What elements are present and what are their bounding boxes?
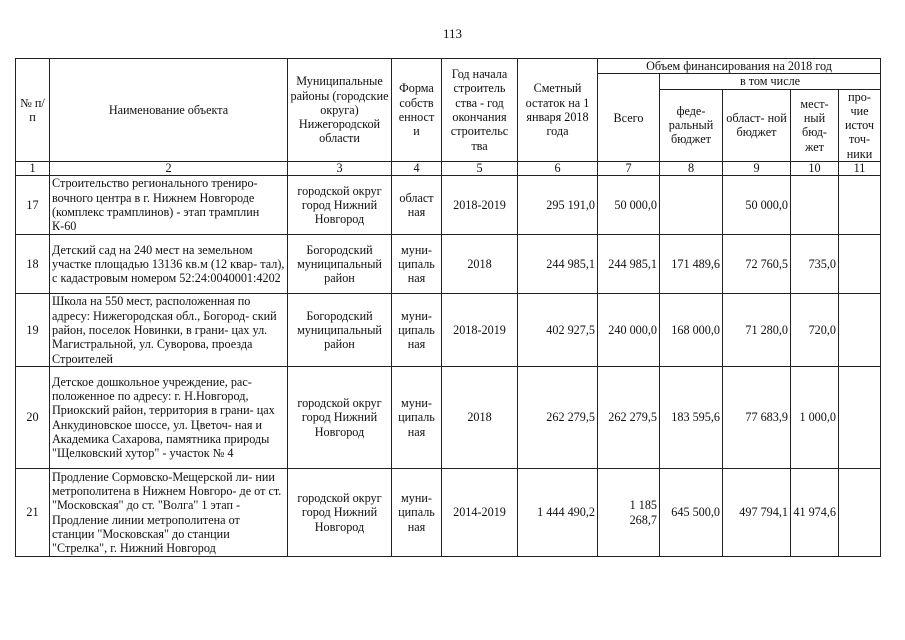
funding-total: 1 185 268,7 xyxy=(598,469,660,557)
column-number: 7 xyxy=(598,162,660,176)
table-row xyxy=(16,176,881,235)
page-number: 113 xyxy=(442,26,463,41)
funding-regional: 77 683,9 xyxy=(723,367,791,469)
object-name: Продление Сормовско-Мещерской ли- нии метрополитена в Нижнем Новгоро- де от ст. "Московская" до ст. "Волга" 1 этап - Продление линии метрополитена от станции "Московская" до станции "Стрелка", г. Нижний Новгород xyxy=(50,469,288,557)
funding-federal xyxy=(660,176,723,235)
funding-federal: 171 489,6 xyxy=(660,235,723,294)
column-number: 8 xyxy=(660,162,723,176)
column-number: 5 xyxy=(442,162,518,176)
table-row xyxy=(16,367,881,469)
estimate-remainder: 1 444 490,2 xyxy=(518,469,598,557)
header-other: про- чие источ точ- ники xyxy=(839,89,881,161)
header-num: № п/п xyxy=(16,59,50,162)
funding-local: 720,0 xyxy=(791,294,839,367)
estimate-remainder: 244 985,1 xyxy=(518,235,598,294)
header-including: в том числе xyxy=(660,74,881,89)
row-number: 20 xyxy=(16,367,50,469)
district-name: городской округ город Нижний Новгород xyxy=(288,469,392,557)
header-funding-group: Объем финансирования на 2018 год xyxy=(598,59,881,74)
ownership-form: муни- ципаль ная xyxy=(392,469,442,557)
district-name: городской округ город Нижний Новгород xyxy=(288,176,392,235)
header-years: Год начала строитель ства - год окончания строительс тва xyxy=(442,59,518,162)
funding-federal: 645 500,0 xyxy=(660,469,723,557)
table-header xyxy=(16,59,881,162)
funding-local: 41 974,6 xyxy=(791,469,839,557)
object-name: Детский сад на 240 мест на земельном участке площадью 13136 кв.м (12 квар- тал), с кадастровым номером 52:24:0040001:4202 xyxy=(50,235,288,294)
funding-local xyxy=(791,176,839,235)
header-ownership: Форма собств енност и xyxy=(392,59,442,162)
ownership-form: област ная xyxy=(392,176,442,235)
column-number: 10 xyxy=(791,162,839,176)
construction-years: 2014-2019 xyxy=(442,469,518,557)
funding-total: 244 985,1 xyxy=(598,235,660,294)
column-number: 6 xyxy=(518,162,598,176)
column-number: 9 xyxy=(723,162,791,176)
district-name: Богородский муниципальный район xyxy=(288,235,392,294)
funding-other xyxy=(839,235,881,294)
ownership-form: муни- ципаль ная xyxy=(392,294,442,367)
funding-federal: 183 595,6 xyxy=(660,367,723,469)
column-number: 4 xyxy=(392,162,442,176)
table-row xyxy=(16,294,881,367)
funding-regional: 497 794,1 xyxy=(723,469,791,557)
funding-total: 262 279,5 xyxy=(598,367,660,469)
row-number: 18 xyxy=(16,235,50,294)
header-regional: област- ной бюджет xyxy=(723,89,791,161)
funding-federal: 168 000,0 xyxy=(660,294,723,367)
financing-table xyxy=(15,58,881,557)
column-number: 1 xyxy=(16,162,50,176)
column-number: 3 xyxy=(288,162,392,176)
header-estimate: Сметный остаток на 1 января 2018 года xyxy=(518,59,598,162)
column-number-row xyxy=(16,162,881,176)
column-number: 2 xyxy=(50,162,288,176)
funding-regional: 71 280,0 xyxy=(723,294,791,367)
funding-other xyxy=(839,469,881,557)
construction-years: 2018 xyxy=(442,367,518,469)
object-name: Детское дошкольное учреждение, рас- положенное по адресу: г. Н.Новгород, Приокский район, территория в грани- цах Анкудиновское шоссе, ул. Цветоч- ная и Академика Сахарова, памятника природы "Щелковский хутор" - участок № 4 xyxy=(50,367,288,469)
estimate-remainder: 402 927,5 xyxy=(518,294,598,367)
funding-other xyxy=(839,176,881,235)
district-name: Богородский муниципальный район xyxy=(288,294,392,367)
table-row xyxy=(16,469,881,557)
funding-total: 50 000,0 xyxy=(598,176,660,235)
funding-total: 240 000,0 xyxy=(598,294,660,367)
funding-other xyxy=(839,367,881,469)
construction-years: 2018-2019 xyxy=(442,176,518,235)
ownership-form: муни- ципаль ная xyxy=(392,235,442,294)
funding-local: 1 000,0 xyxy=(791,367,839,469)
funding-regional: 72 760,5 xyxy=(723,235,791,294)
funding-local: 735,0 xyxy=(791,235,839,294)
table-body xyxy=(16,162,881,557)
header-federal: феде- ральный бюджет xyxy=(660,89,723,161)
estimate-remainder: 295 191,0 xyxy=(518,176,598,235)
construction-years: 2018-2019 xyxy=(442,294,518,367)
estimate-remainder: 262 279,5 xyxy=(518,367,598,469)
row-number: 21 xyxy=(16,469,50,557)
header-total: Всего xyxy=(598,74,660,162)
funding-other xyxy=(839,294,881,367)
header-local: мест- ный бюд- жет xyxy=(791,89,839,161)
row-number: 19 xyxy=(16,294,50,367)
header-object-name: Наименование объекта xyxy=(50,59,288,162)
row-number: 17 xyxy=(16,176,50,235)
object-name: Строительство регионального трениро- вочного центра в г. Нижнем Новгороде (комплекс трамплинов) - этап трамплин К-60 xyxy=(50,176,288,235)
column-number: 11 xyxy=(839,162,881,176)
construction-years: 2018 xyxy=(442,235,518,294)
header-district: Муниципальные районы (городские округа) Нижегородской области xyxy=(288,59,392,162)
funding-regional: 50 000,0 xyxy=(723,176,791,235)
object-name: Школа на 550 мест, расположенная по адресу: Нижегородская обл., Богород- ский район, поселок Новинки, в грани- цах ул. Магистральной, ул. Суворова, проезда Строителей xyxy=(50,294,288,367)
ownership-form: муни- ципаль ная xyxy=(392,367,442,469)
district-name: городской округ город Нижний Новгород xyxy=(288,367,392,469)
table-row xyxy=(16,235,881,294)
